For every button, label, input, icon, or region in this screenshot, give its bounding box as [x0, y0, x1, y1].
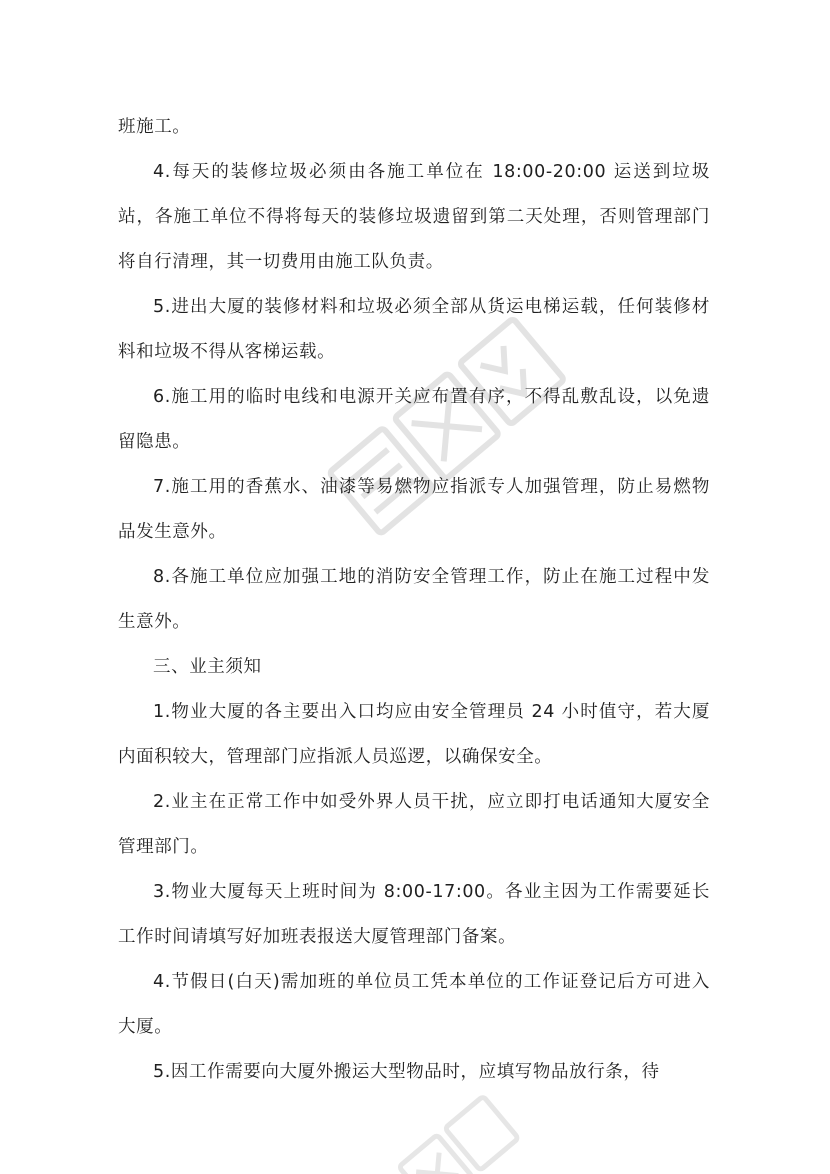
paragraph: 6.施工用的临时电线和电源开关应布置有序，不得乱敷乱设，以免遗留隐患。 [118, 387, 710, 452]
paragraph: 班施工。 [118, 117, 191, 137]
watermark-logo-bottom [360, 1090, 540, 1174]
paragraph: 5.进出大厦的装修材料和垃圾必须全部从货运电梯运载，任何装修材料和垃圾不得从客梯运载。 [118, 297, 710, 362]
paragraph: 1.物业大厦的各主要出入口均应由安全管理员 24 小时值守，若大厦内面积较大，管理部门应指派人员巡逻，以确保安全。 [118, 702, 710, 767]
paragraph: 3.物业大厦每天上班时间为 8:00-17:00。各业主因为工作需要延长工作时间请填写好加班表报送大厦管理部门备案。 [118, 882, 710, 947]
paragraph: 5.因工作需要向大厦外搬运大型物品时，应填写物品放行条，待 [153, 1062, 660, 1082]
paragraph: 4.每天的装修垃圾必须由各施工单位在 18:00-20:00 运送到垃圾站，各施工单位不得将每天的装修垃圾遗留到第二天处理，否则管理部门将自行清理，其一切费用由施工队负责。 [118, 162, 710, 272]
paragraph: 4.节假日(白天)需加班的单位员工凭本单位的工作证登记后方可进入大厦。 [118, 972, 710, 1037]
paragraph: 8.各施工单位应加强工地的消防安全管理工作，防止在施工过程中发生意外。 [118, 567, 710, 632]
paragraph: 2.业主在正常工作中如受外界人员干扰，应立即打电话通知大厦安全管理部门。 [118, 792, 710, 857]
paragraph: 7.施工用的香蕉水、油漆等易燃物应指派专人加强管理，防止易燃物品发生意外。 [118, 477, 710, 542]
document-body [118, 105, 710, 1095]
section-heading: 三、业主须知 [153, 657, 262, 677]
